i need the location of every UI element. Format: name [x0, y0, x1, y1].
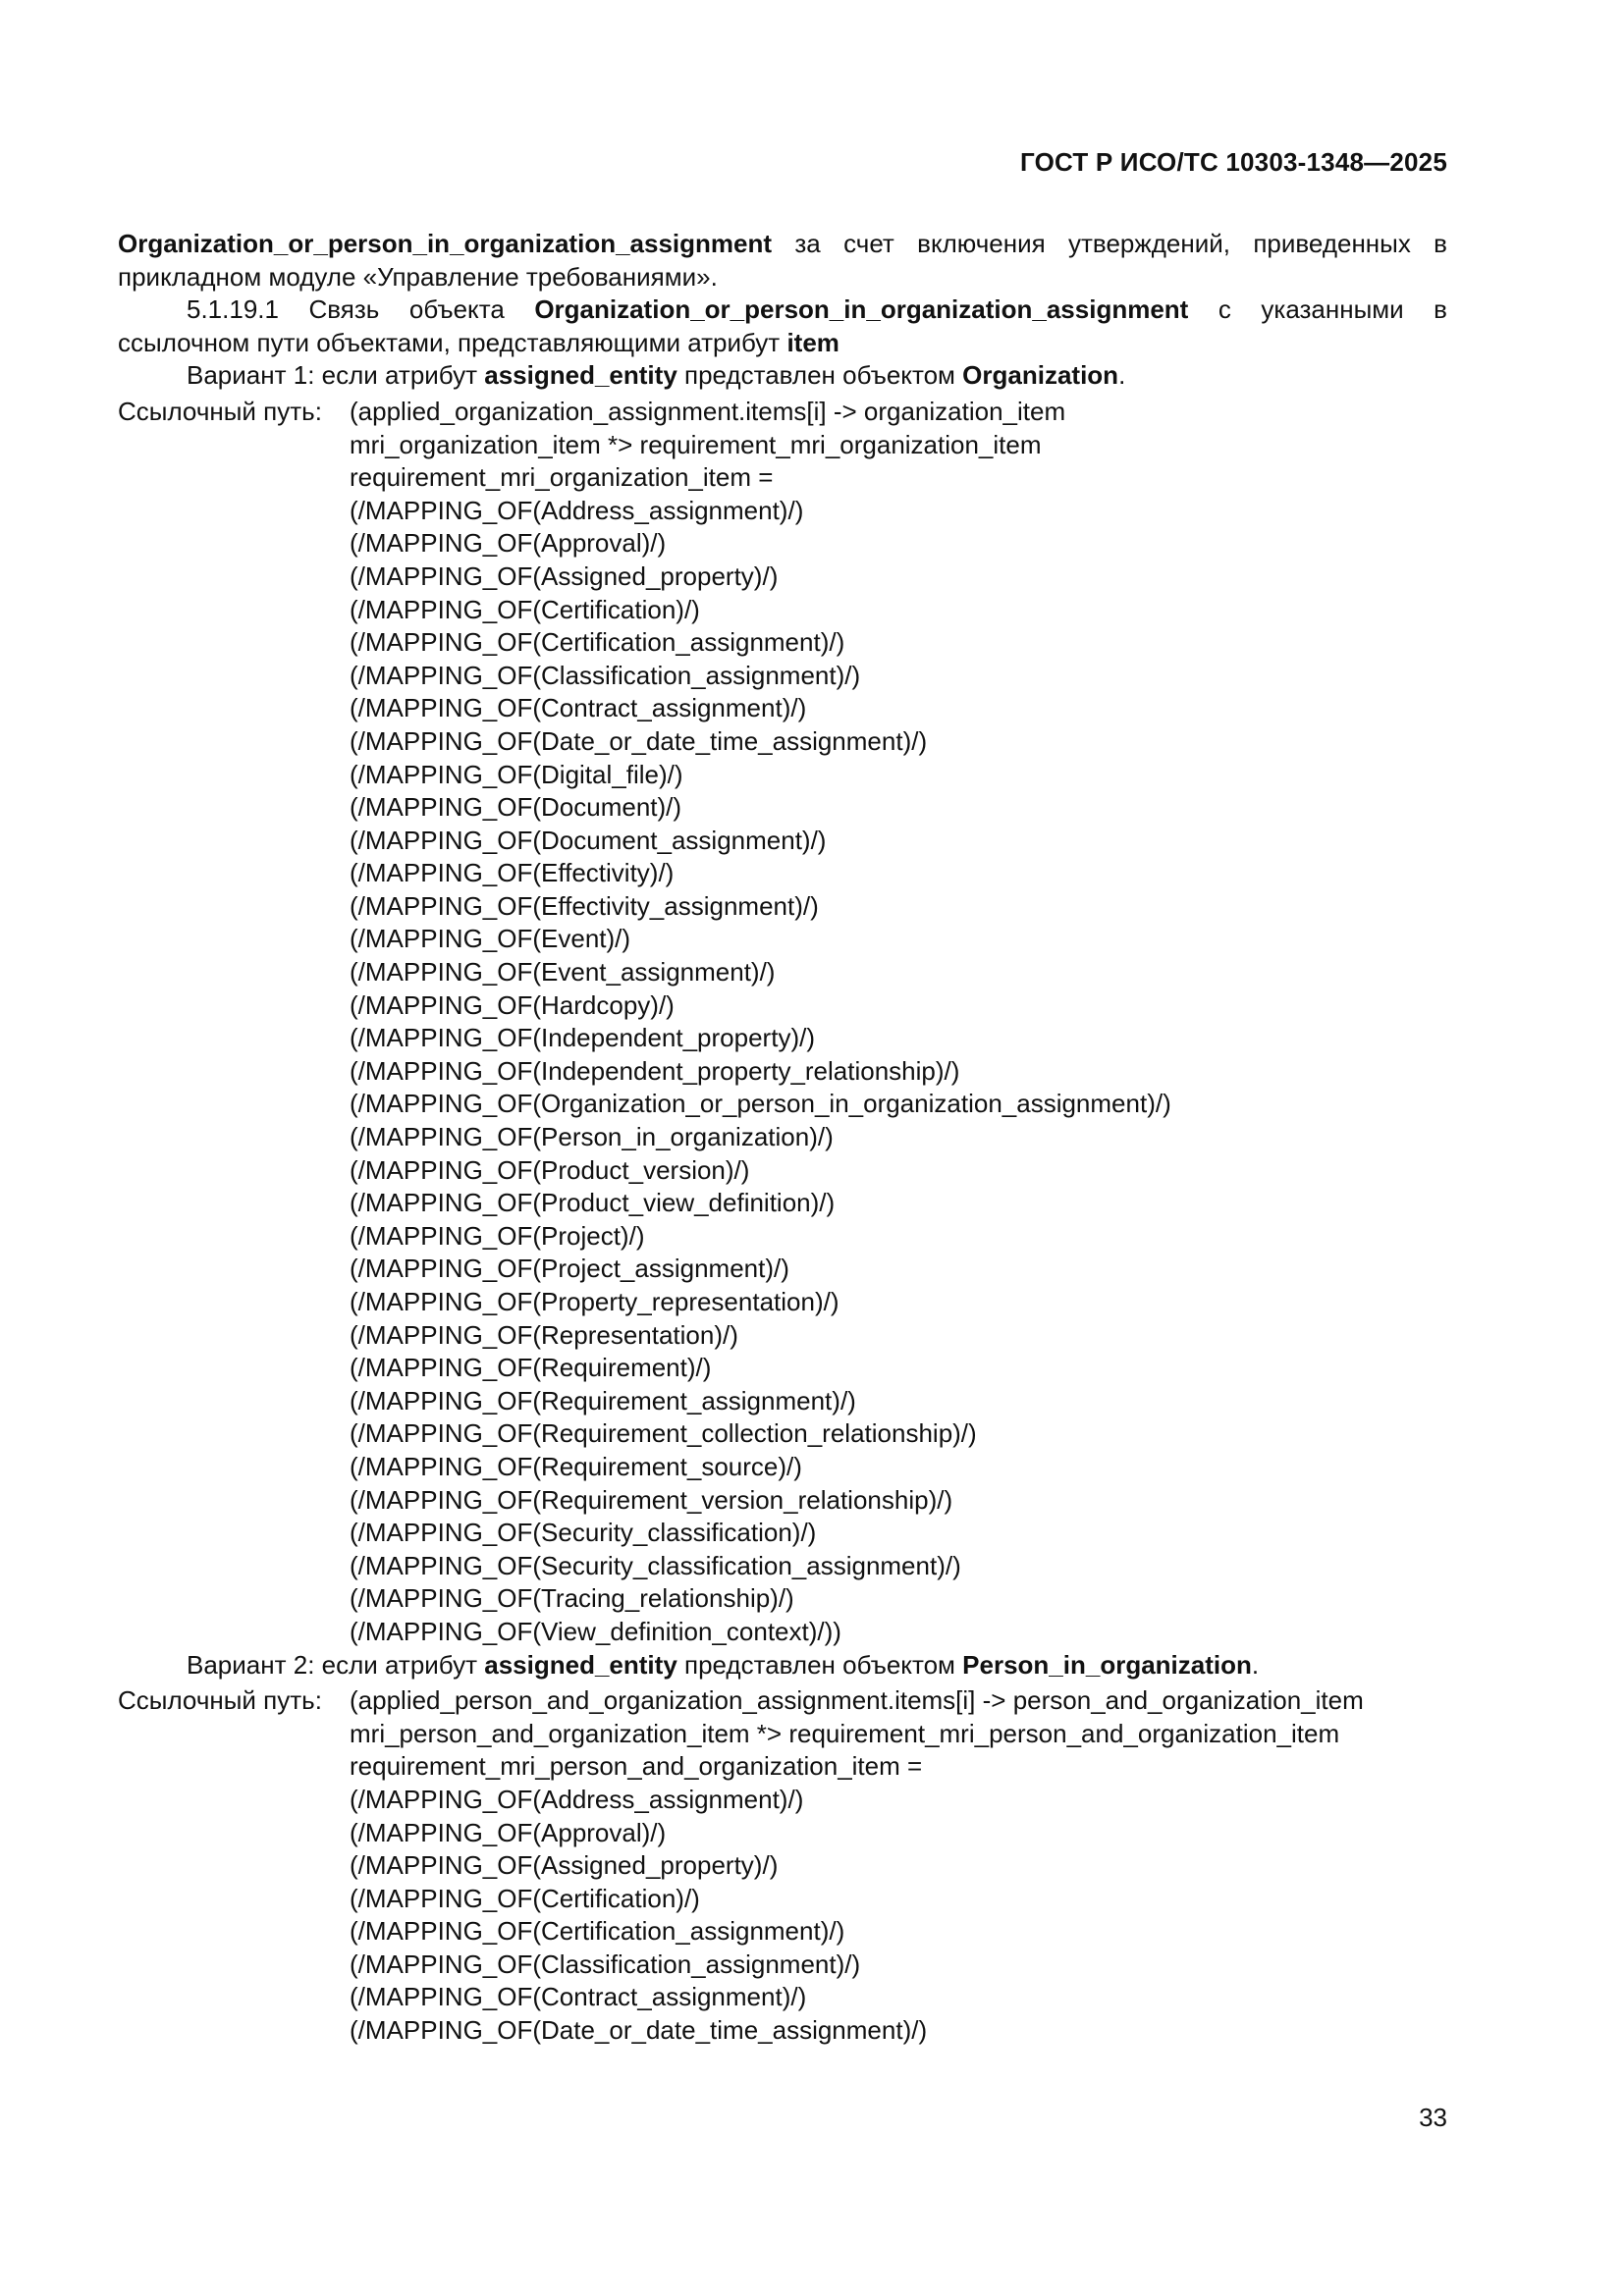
path-line: (/MAPPING_OF(Independent_property_relationship)/) — [350, 1055, 960, 1086]
variant1-reference-path — [118, 396, 1447, 1649]
variant2-entity: Person_in_organization — [962, 1649, 1252, 1680]
variant2-heading — [118, 1649, 1447, 1682]
document-standard-id: ГОСТ Р ИСО/ТС 10303-1348—2025 — [1019, 147, 1447, 177]
variant1-entity: Organization — [962, 360, 1119, 391]
intro-paragraph — [118, 228, 1447, 294]
path-line: (/MAPPING_OF(Contract_assignment)/) — [350, 693, 807, 723]
path-line: (/MAPPING_OF(Requirement_collection_relationship)/) — [350, 1418, 977, 1449]
path-line: (applied_person_and_organization_assignment.items[i] -> person_and_organization_item — [350, 1685, 1364, 1716]
path-line: (/MAPPING_OF(Independent_property)/) — [350, 1023, 815, 1053]
path-line: (/MAPPING_OF(Requirement)/) — [350, 1353, 712, 1383]
section-entity-name: Organization_or_person_in_organization_assignment — [534, 294, 1189, 325]
path-line: (/MAPPING_OF(Product_view_definition)/) — [350, 1188, 836, 1218]
path-line: (/MAPPING_OF(Property_representation)/) — [350, 1287, 839, 1316]
section-paragraph — [118, 294, 1447, 359]
path-line: (/MAPPING_OF(Contract_assignment)/) — [350, 1982, 807, 2012]
path-line: (/MAPPING_OF(Tracing_relationship)/) — [350, 1583, 794, 1614]
path-line: (/MAPPING_OF(Address_assignment)/) — [350, 495, 804, 525]
section-number: 5.1.19.1 — [187, 294, 279, 325]
variant2-prefix: Вариант 2: если атрибут — [187, 1649, 485, 1680]
path-line: (/MAPPING_OF(Digital_file)/) — [350, 759, 683, 789]
section-text-a: Связь объекта — [278, 294, 535, 325]
page-number: 33 — [1419, 2103, 1447, 2132]
path-line: (/MAPPING_OF(Requirement_version_relationship)/) — [350, 1484, 953, 1515]
path-line: requirement_mri_person_and_organization_item = — [350, 1751, 923, 1782]
path-line: (/MAPPING_OF(Assigned_property)/) — [350, 561, 779, 591]
path-line: (/MAPPING_OF(Event_assignment)/) — [350, 957, 776, 988]
path-line: (/MAPPING_OF(Approval)/) — [350, 528, 667, 559]
path-line: (/MAPPING_OF(Certification_assignment)/) — [350, 627, 845, 658]
variant2-suffix: . — [1251, 1649, 1260, 1680]
document-body — [118, 228, 1447, 2048]
variant1-prefix: Вариант 1: если атрибут — [187, 360, 485, 391]
path-line: (/MAPPING_OF(Representation)/) — [350, 1319, 738, 1350]
variant1-suffix: . — [1118, 360, 1126, 391]
path-line: (/MAPPING_OF(Requirement_source)/) — [350, 1451, 802, 1481]
section-attribute-name: item — [786, 327, 839, 357]
path-line: (/MAPPING_OF(Requirement_assignment)/) — [350, 1385, 856, 1415]
path-line: (/MAPPING_OF(Event)/) — [350, 924, 631, 954]
path-line: (/MAPPING_OF(Document_assignment)/) — [350, 825, 827, 855]
variant2-path-label: Ссылочный путь: — [118, 1685, 322, 1716]
section-text-b: с указанными в ссылочном пути объектами, представляющими атрибут — [118, 294, 1447, 357]
path-line: (/MAPPING_OF(Classification_assignment)/) — [350, 660, 861, 690]
path-line: (/MAPPING_OF(Certification)/) — [350, 594, 700, 624]
path-line: (/MAPPING_OF(Certification_assignment)/) — [350, 1916, 845, 1947]
path-line: (/MAPPING_OF(Security_classification)/) — [350, 1518, 817, 1548]
path-line: (/MAPPING_OF(Address_assignment)/) — [350, 1784, 804, 1814]
variant2-reference-path — [118, 1684, 1447, 2048]
path-line: mri_person_and_organization_item *> requirement_mri_person_and_organization_item — [350, 1718, 1340, 1748]
path-line: (/MAPPING_OF(Product_version)/) — [350, 1154, 750, 1185]
path-line: (/MAPPING_OF(Approval)/) — [350, 1817, 667, 1847]
path-line: (/MAPPING_OF(Effectivity_assignment)/) — [350, 890, 819, 921]
path-line: mri_organization_item *> requirement_mri_organization_item — [350, 429, 1042, 459]
path-line: (applied_organization_assignment.items[i] -> organization_item — [350, 396, 1066, 426]
path-line: requirement_mri_organization_item = — [350, 462, 774, 493]
path-line: (/MAPPING_OF(Document)/) — [350, 792, 682, 823]
path-line: (/MAPPING_OF(Classification_assignment)/) — [350, 1949, 861, 1979]
path-line: (/MAPPING_OF(Assigned_property)/) — [350, 1850, 779, 1881]
path-line: (/MAPPING_OF(View_definition_context)/)) — [350, 1616, 841, 1646]
path-line: (/MAPPING_OF(Date_or_date_time_assignment)/) — [350, 725, 928, 756]
path-line: (/MAPPING_OF(Date_or_date_time_assignment)/) — [350, 2015, 928, 2046]
variant1-path-label: Ссылочный путь: — [118, 396, 322, 426]
variant1-attribute: assigned_entity — [484, 360, 677, 391]
variant2-middle: представлен объектом — [677, 1649, 963, 1680]
variant1-path-lines — [350, 396, 1447, 1649]
variant2-attribute: assigned_entity — [484, 1649, 677, 1680]
path-line: (/MAPPING_OF(Certification)/) — [350, 1883, 700, 1913]
path-line: (/MAPPING_OF(Project_assignment)/) — [350, 1254, 789, 1284]
path-line: (/MAPPING_OF(Hardcopy)/) — [350, 989, 675, 1020]
path-line: (/MAPPING_OF(Project)/) — [350, 1220, 645, 1251]
intro-text: за счет включения утверждений, приведенных в прикладном модуле «Управление требованиями». — [118, 229, 1447, 292]
path-line: (/MAPPING_OF(Organization_or_person_in_organization_assignment)/) — [350, 1089, 1171, 1119]
intro-entity-name: Organization_or_person_in_organization_assignment — [118, 229, 773, 258]
variant1-heading — [118, 359, 1447, 393]
path-line: (/MAPPING_OF(Person_in_organization)/) — [350, 1122, 834, 1152]
path-line: (/MAPPING_OF(Effectivity)/) — [350, 858, 675, 888]
variant1-middle: представлен объектом — [677, 360, 963, 391]
variant2-path-lines — [350, 1684, 1447, 2048]
path-line: (/MAPPING_OF(Security_classification_assignment)/) — [350, 1550, 961, 1580]
